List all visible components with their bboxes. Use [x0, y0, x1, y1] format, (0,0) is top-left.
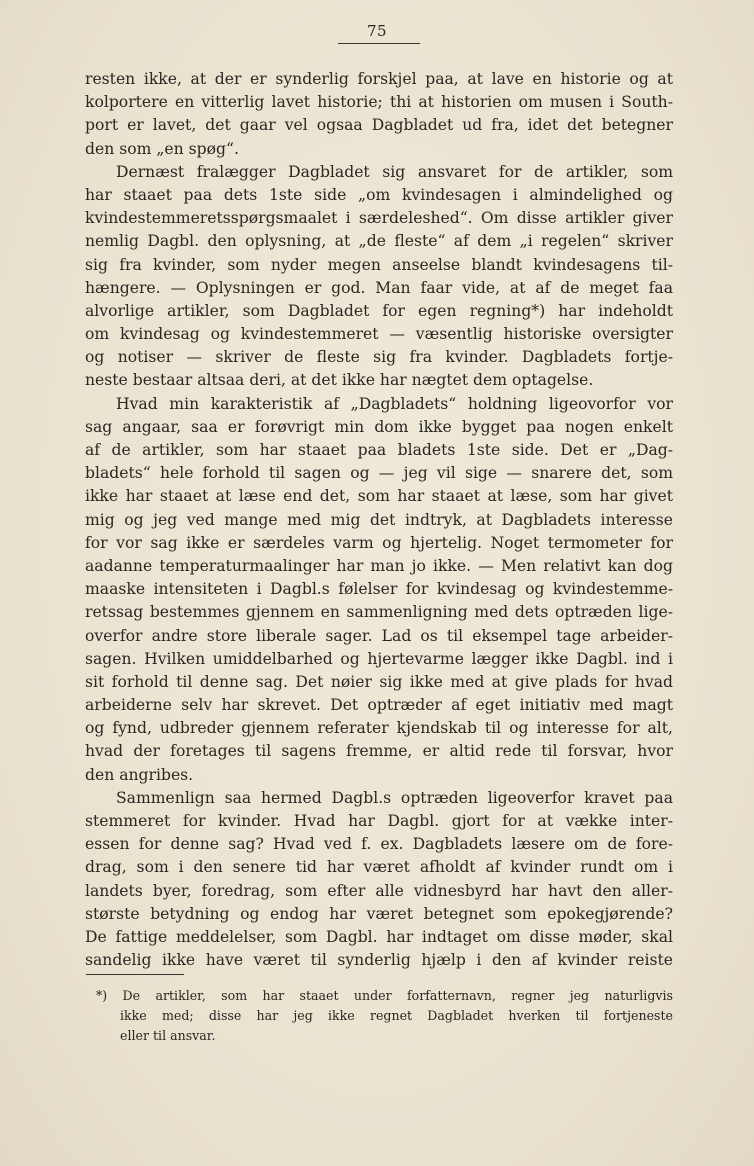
text-line: retssag bestemmes gjennem en sammenligning med dets optræden lige-: [85, 603, 673, 622]
text-line: maaske intensiteten i Dagbl.s følelser for kvindesag og kvindestemme-: [85, 580, 673, 599]
text-line: aadanne temperaturmaalinger har man jo ikke. — Men relativt kan dog: [85, 556, 673, 575]
text-line: sandelig ikke have været til synderlig hjælp i den af kvinder reiste: [85, 951, 673, 970]
text-line: Sammenlign saa hermed Dagbl.s optræden ligeoverfor kravet paa: [116, 788, 673, 807]
text-line: stemmeret for kvinder. Hvad har Dagbl. gjort for at vække inter-: [85, 812, 673, 830]
text-line: hvad der foretages til sagens fremme, er altid rede til forsvar, hvor: [85, 742, 673, 761]
text-line: sit forhold til denne sag. Det nøier sig ikke med at give plads for hvad: [85, 672, 673, 691]
text-line: kvindestemmeretsspørgsmaalet i særdeleshed“. Om disse artikler giver: [85, 209, 673, 228]
text-line: Hvad min karakteristik af „Dagbladets“ holdning ligeovorfor vor: [116, 394, 673, 413]
footnote-rule: [86, 974, 184, 975]
text-line: overfor andre store liberale sager. Lad os til eksempel tage arbeider-: [85, 626, 673, 645]
footnote: [96, 986, 673, 1046]
text-line: essen for denne sag? Hvad ved f. ex. Dagbladets læsere om de fore-: [85, 835, 673, 854]
footnote-line: eller til ansvar.: [120, 1028, 216, 1043]
text-line: og notiser — skriver de fleste sig fra kvinder. Dagbladets fortje-: [85, 348, 673, 367]
text-line: af de artikler, som har staaet paa bladets 1ste side. Det er „Dag-: [85, 441, 673, 459]
text-line: sag angaar, saa er forøvrigt min dom ikke bygget paa nogen enkelt: [85, 417, 673, 436]
text-line: den som „en spøg“.: [85, 139, 239, 158]
text-line: ikke har staaet at læse end det, som har staaet at læse, som har givet: [85, 487, 673, 506]
text-line: resten ikke, at der er synderlig forskjel paa, at lave en historie og at: [85, 70, 673, 88]
text-line: nemlig Dagbl. den oplysning, at „de fleste“ af dem „i regelen“ skriver: [85, 232, 673, 251]
text-line: mig og jeg ved mange med mig det indtryk, at Dagbladets interesse: [85, 510, 673, 529]
text-line: den angribes.: [85, 765, 194, 784]
footnote-line: ikke med; disse har jeg ikke regnet Dagbladet hverken til fortjeneste: [120, 1008, 673, 1023]
text-line: har staaet paa dets 1ste side „om kvindesagen i almindelighed og: [85, 185, 673, 204]
text-line: kolportere en vitterlig lavet historie; thi at historien om musen i South-: [85, 93, 673, 112]
text-line: sig fra kvinder, som nyder megen anseelse blandt kvindesagens til-: [85, 255, 673, 274]
text-line: alvorlige artikler, som Dagbladet for egen regning*) har indeholdt: [85, 301, 673, 320]
body-text: [85, 68, 673, 972]
text-line: om kvindesag og kvindestemmeret — væsentlig historiske oversigter: [85, 325, 673, 344]
text-line: drag, som i den senere tid har været afholdt af kvinder rundt om i: [85, 858, 673, 877]
text-line: bladets“ hele forhold til sagen og — jeg vil sige — snarere det, som: [85, 464, 673, 483]
text-line: landets byer, foredrag, som efter alle vidnesbyrd har havt den aller-: [85, 881, 673, 900]
text-line: største betydning og endog har været betegnet som epokegjørende?: [85, 904, 673, 923]
text-line: De fattige meddelelser, som Dagbl. har indtaget om disse møder, skal: [85, 927, 673, 946]
text-line: for vor sag ikke er særdeles varm og hjertelig. Noget termometer for: [85, 533, 673, 552]
text-line: neste bestaar altsaa deri, at det ikke har nægtet dem optagelse.: [85, 371, 594, 390]
text-line: arbeiderne selv har skrevet. Det optræder af eget initiativ med magt: [85, 696, 673, 715]
text-line: Dernæst fralægger Dagbladet sig ansvaret for de artikler, som: [116, 162, 673, 181]
page-number: 75: [366, 22, 388, 40]
text-line: og fynd, udbreder gjennem referater kjendskab til og interesse for alt,: [85, 719, 673, 738]
footnote-line: *) De artikler, som har staaet under forfatternavn, regner jeg naturligvis: [96, 988, 673, 1003]
page-number-rule: [338, 43, 420, 44]
text-line: hængere. — Oplysningen er god. Man faar vide, at af de meget faa: [85, 278, 673, 297]
text-line: port er lavet, det gaar vel ogsaa Dagbladet ud fra, idet det betegner: [85, 116, 673, 135]
text-line: sagen. Hvilken umiddelbarhed og hjertevarme lægger ikke Dagbl. ind i: [85, 649, 673, 668]
